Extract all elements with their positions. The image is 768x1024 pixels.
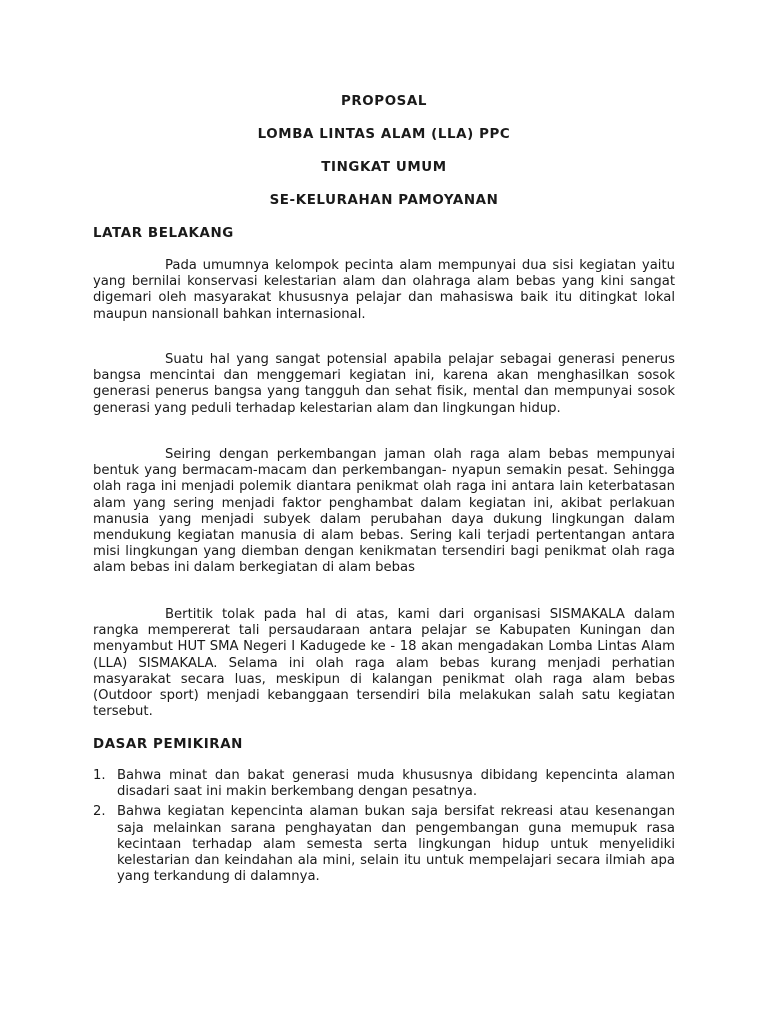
paragraph-3: Seiring dengan perkembangan jaman olah raga alam bebas mempunyai bentuk yang bermacam-macam dan perkembangan- nyapun semakin pesat. Sehingga olah raga ini menjadi polemik diantara penikmat olah raga ini antara lain keterbatasan alam yang sering menjadi faktor penghambat dalam kegiatan ini, akibat perlakuan manusia yang menjadi subyek dalam perubahan daya dukung lingkungan dalam mendukung kegiatan manusia di alam bebas. Sering kali terjadi pertentangan antara misi lingkungan yang diemban dengan kenikmatan tersendiri bagi penikmat olah raga alam bebas ini dalam berkegiatan di alam bebas — [93, 447, 675, 576]
dasar-pemikiran-list — [93, 768, 675, 889]
list-item — [93, 804, 675, 885]
section-heading-dasar-pemikiran: DASAR PEMIKIRAN — [93, 737, 243, 752]
list-item — [93, 768, 675, 800]
title-location: SE-KELURAHAN PAMOYANAN — [269, 193, 499, 208]
section-heading-latar-belakang: LATAR BELAKANG — [93, 226, 234, 241]
list-item-number: 1. — [93, 768, 106, 783]
paragraph-4: Bertitik tolak pada hal di atas, kami dari organisasi SISMAKALA dalam rangka mempererat tali persaudaraan antara pelajar se Kabupaten Kuningan dan menyambut HUT SMA Negeri I Kadugede ke - 18 akan mengadakan Lomba Lintas Alam (LLA) SISMAKALA. Selama ini olah raga alam bebas kurang menjadi perhatian masyarakat secara luas, meskipun di kalangan penikmat olah raga alam bebas (Outdoor sport) menjadi kebanggaan tersendiri bila melakukan salah satu kegiatan tersebut. — [93, 607, 675, 720]
title-event-name: LOMBA LINTAS ALAM (LLA) PPC — [257, 127, 511, 142]
list-item-text: Bahwa minat dan bakat generasi muda khususnya dibidang kepencinta alaman disadari saat ini makin berkembang dengan pesatnya. — [117, 768, 675, 800]
title-proposal: PROPOSAL — [340, 94, 428, 109]
paragraph-1: Pada umumnya kelompok pecinta alam mempunyai dua sisi kegiatan yaitu yang bernilai konservasi kelestarian alam dan olahraga alam bebas yang kini sangat digemari oleh masyarakat khususnya pelajar dan mahasiswa baik itu ditingkat lokal maupun nansionall bahkan internasional. — [93, 258, 675, 322]
list-item-text: Bahwa kegiatan kepencinta alaman bukan saja bersifat rekreasi atau kesenangan saja melainkan sarana penghayatan dan pengembangan guna memupuk rasa kecintaan terhadap alam semesta serta lingkungan hidup untuk menyelidiki kelestarian dan keindahan ala mini, selain itu untuk mempelajari secara ilmiah apa yang terkandung di dalamnya. — [117, 804, 675, 885]
list-item-number: 2. — [93, 804, 106, 820]
paragraph-2: Suatu hal yang sangat potensial apabila pelajar sebagai generasi penerus bangsa mencintai dan menggemari kegiatan ini, karena akan menghasilkan sosok generasi penerus bangsa yang tangguh dan sehat fisik, mental dan mempunyai sosok generasi yang peduli terhadap kelestarian alam dan lingkungan hidup. — [93, 352, 675, 416]
title-level: TINGKAT UMUM — [321, 160, 447, 175]
